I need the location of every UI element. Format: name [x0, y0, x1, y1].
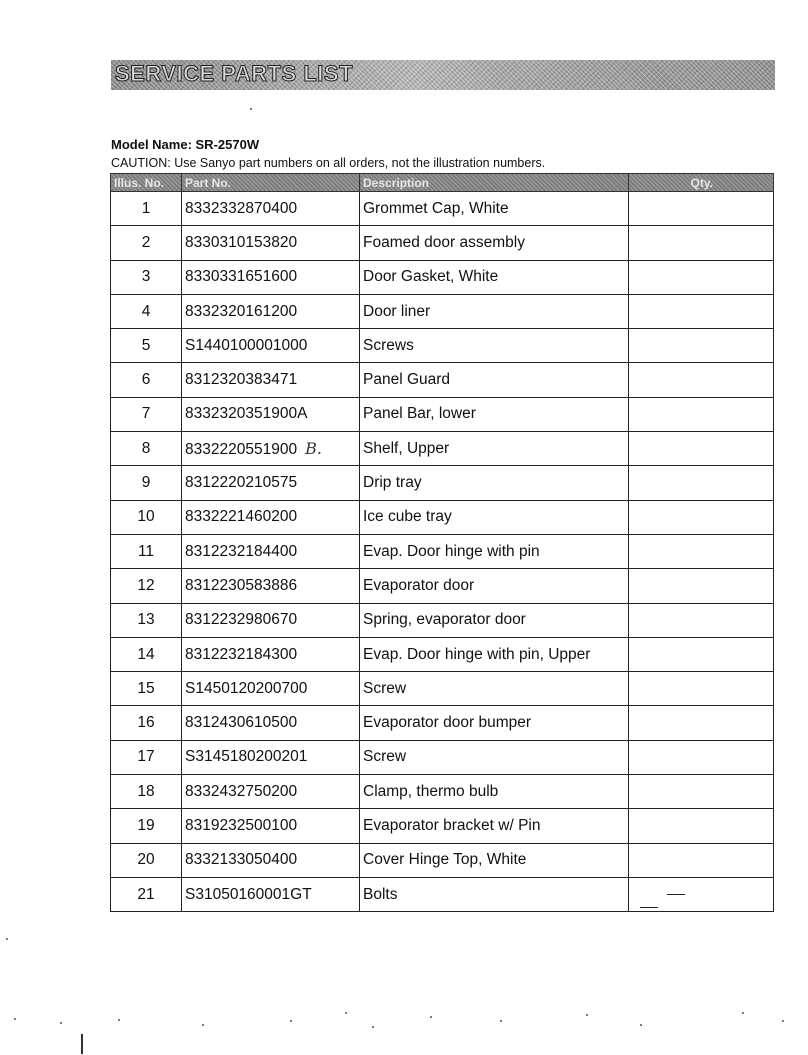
qty-cell	[629, 843, 774, 877]
qty-cell	[629, 397, 774, 431]
qty-cell	[629, 706, 774, 740]
illus-no-cell: 18	[111, 775, 182, 809]
illus-no-cell: 9	[111, 466, 182, 500]
description-cell: Door Gasket, White	[360, 260, 629, 294]
qty-cell	[629, 672, 774, 706]
table-row	[111, 226, 774, 260]
scan-speck	[430, 1016, 432, 1018]
part-no-cell	[182, 329, 360, 363]
table-row	[111, 294, 774, 328]
illus-no-cell: 2	[111, 226, 182, 260]
description-cell: Door liner	[360, 294, 629, 328]
part-no-text: 8332332870400	[185, 199, 298, 217]
illus-no-cell: 4	[111, 294, 182, 328]
table-row	[111, 397, 774, 431]
qty-cell	[629, 260, 774, 294]
illus-no-cell: 21	[111, 877, 182, 911]
part-no-text: 8312220210575	[185, 474, 298, 492]
part-no-text: 8330331651600	[185, 268, 298, 286]
illus-no-cell: 11	[111, 534, 182, 568]
part-no-text: 8312232184300	[185, 645, 298, 663]
caution-note: CAUTION: Use Sanyo part numbers on all orders, not the illustration numbers.	[111, 156, 546, 170]
part-no-text: 8332320351900A	[185, 405, 308, 423]
part-no-cell	[182, 534, 360, 568]
description-cell: Evaporator bracket w/ Pin	[360, 809, 629, 843]
table-row	[111, 260, 774, 294]
illus-no-cell: 20	[111, 843, 182, 877]
scan-speck	[782, 1020, 784, 1022]
table-row	[111, 534, 774, 568]
table-row	[111, 569, 774, 603]
scan-speck	[118, 1019, 120, 1021]
part-no-text: 8312320383471	[185, 371, 298, 389]
parts-table	[110, 173, 774, 912]
description-cell: Evaporator door	[360, 569, 629, 603]
col-header-description: Description	[360, 174, 629, 192]
part-no-cell	[182, 740, 360, 774]
qty-cell	[629, 226, 774, 260]
qty-cell	[629, 432, 774, 466]
qty-cell	[629, 500, 774, 534]
part-no-text: 8312430610500	[185, 714, 298, 732]
table-row	[111, 706, 774, 740]
scan-speck	[290, 1020, 292, 1022]
illus-no-cell: 7	[111, 397, 182, 431]
description-cell: Foamed door assembly	[360, 226, 629, 260]
description-cell: Screw	[360, 672, 629, 706]
description-cell: Spring, evaporator door	[360, 603, 629, 637]
part-no-text: 8312232980670	[185, 611, 298, 629]
col-header-illus-no: Illus. No.	[111, 174, 182, 192]
illus-no-cell: 15	[111, 672, 182, 706]
illus-no-cell: 10	[111, 500, 182, 534]
part-no-cell	[182, 775, 360, 809]
scan-speck	[742, 1012, 744, 1014]
scan-speck	[202, 1024, 204, 1026]
qty-cell	[629, 192, 774, 226]
description-cell: Evap. Door hinge with pin, Upper	[360, 637, 629, 671]
table-row	[111, 843, 774, 877]
table-row	[111, 809, 774, 843]
table-row	[111, 637, 774, 671]
part-no-text: 8332133050400	[185, 851, 298, 869]
qty-cell	[629, 740, 774, 774]
illus-no-cell: 17	[111, 740, 182, 774]
illus-no-cell: 6	[111, 363, 182, 397]
illus-no-cell: 14	[111, 637, 182, 671]
table-row	[111, 363, 774, 397]
table-row	[111, 466, 774, 500]
part-no-text: 8332221460200	[185, 508, 298, 526]
illus-no-cell: 5	[111, 329, 182, 363]
illus-no-cell: 3	[111, 260, 182, 294]
qty-cell	[629, 809, 774, 843]
description-cell: Screws	[360, 329, 629, 363]
description-cell: Drip tray	[360, 466, 629, 500]
scan-speck	[60, 1022, 62, 1024]
part-no-cell	[182, 809, 360, 843]
part-no-text: S1440100001000	[185, 336, 308, 354]
part-no-cell	[182, 294, 360, 328]
handwritten-revision-mark: B.	[305, 438, 322, 458]
description-cell: Panel Bar, lower	[360, 397, 629, 431]
table-row	[111, 329, 774, 363]
qty-cell	[629, 294, 774, 328]
part-no-cell	[182, 192, 360, 226]
description-cell: Ice cube tray	[360, 500, 629, 534]
part-no-cell	[182, 637, 360, 671]
scan-speck	[640, 1024, 642, 1026]
qty-cell	[629, 637, 774, 671]
qty-cell	[629, 363, 774, 397]
part-no-text: 8332220551900	[185, 440, 298, 458]
part-no-cell	[182, 603, 360, 637]
part-no-text: S3145180200201	[185, 748, 308, 766]
table-row	[111, 672, 774, 706]
part-no-cell	[182, 432, 360, 466]
part-no-text: 8312230583886	[185, 576, 298, 594]
description-cell: Screw	[360, 740, 629, 774]
illus-no-cell: 19	[111, 809, 182, 843]
table-row	[111, 432, 774, 466]
description-cell: Evaporator door bumper	[360, 706, 629, 740]
page-title: SERVICE PARTS LIST	[115, 61, 354, 86]
part-no-cell	[182, 260, 360, 294]
part-no-text: 8332432750200	[185, 782, 298, 800]
qty-cell	[629, 775, 774, 809]
illus-no-cell: 16	[111, 706, 182, 740]
description-cell: Panel Guard	[360, 363, 629, 397]
table-row	[111, 603, 774, 637]
scan-speck	[6, 938, 8, 940]
qty-cell	[629, 329, 774, 363]
header-banner	[111, 60, 775, 90]
illus-no-cell: 8	[111, 432, 182, 466]
illus-no-cell: 1	[111, 192, 182, 226]
table-row	[111, 500, 774, 534]
part-no-text: S1450120200700	[185, 679, 308, 697]
part-no-text: 8312232184400	[185, 542, 298, 560]
part-no-cell	[182, 226, 360, 260]
description-cell: Evap. Door hinge with pin	[360, 534, 629, 568]
description-cell: Grommet Cap, White	[360, 192, 629, 226]
qty-cell	[629, 603, 774, 637]
pen-dash-mark	[667, 894, 685, 895]
part-no-cell	[182, 466, 360, 500]
description-cell: Clamp, thermo bulb	[360, 775, 629, 809]
model-name: Model Name: SR-2570W	[111, 137, 260, 152]
part-no-text: S31050160001GT	[185, 885, 312, 903]
col-header-qty: Qty.	[629, 174, 774, 192]
qty-cell	[629, 466, 774, 500]
description-cell: Bolts	[360, 877, 629, 911]
part-no-cell	[182, 500, 360, 534]
part-no-cell	[182, 672, 360, 706]
pen-dash-mark	[640, 907, 658, 908]
table-row	[111, 775, 774, 809]
description-cell: Shelf, Upper	[360, 432, 629, 466]
part-no-cell	[182, 843, 360, 877]
part-no-cell	[182, 706, 360, 740]
part-no-cell	[182, 397, 360, 431]
description-cell: Cover Hinge Top, White	[360, 843, 629, 877]
scan-artifact-line	[81, 1034, 83, 1054]
part-no-text: 8319232500100	[185, 816, 298, 834]
illus-no-cell: 13	[111, 603, 182, 637]
illus-no-cell: 12	[111, 569, 182, 603]
part-no-cell	[182, 363, 360, 397]
scan-speck	[14, 1018, 16, 1020]
part-no-text: 8332320161200	[185, 302, 298, 320]
table-row	[111, 740, 774, 774]
scan-speck	[250, 108, 252, 110]
qty-cell	[629, 569, 774, 603]
scan-speck	[345, 1012, 347, 1014]
scan-speck	[500, 1020, 502, 1022]
part-no-text: 8330310153820	[185, 233, 298, 251]
scan-speck	[586, 1014, 588, 1016]
part-no-cell	[182, 569, 360, 603]
table-header-row	[111, 174, 774, 192]
col-header-part-no: Part No.	[182, 174, 360, 192]
table-row	[111, 192, 774, 226]
scan-speck	[372, 1026, 374, 1028]
qty-cell	[629, 534, 774, 568]
part-no-cell	[182, 877, 360, 911]
